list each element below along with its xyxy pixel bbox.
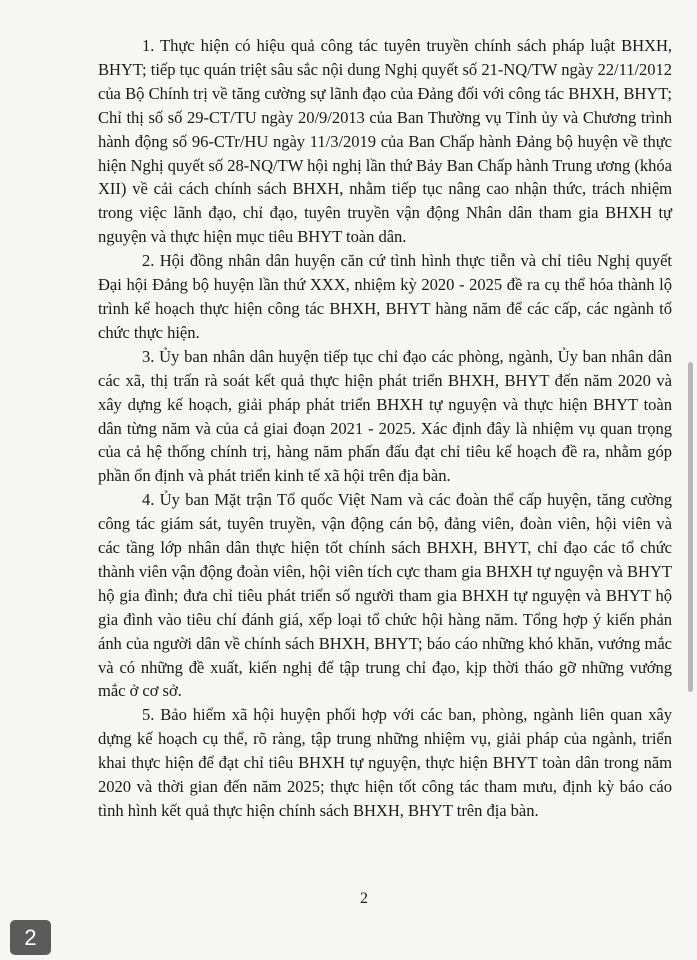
paragraph-2: 2. Hội đồng nhân dân huyện căn cứ tình hình thực tiễn và chỉ tiêu Nghị quyết Đại hội Đảng bộ huyện lần thứ XXX, nhiệm kỳ 2020 - 2025 đề ra cụ thể hóa thành lộ trình kế hoạch thực hiện công tác BHXH, BHYT hàng năm để các cấp, các ngành tổ chức thực hiện. (98, 251, 672, 342)
document-body (98, 34, 672, 823)
paragraph-3: 3. Ủy ban nhân dân huyện tiếp tục chỉ đạo các phòng, ngành, Ủy ban nhân dân các xã, thị trấn rà soát kết quả thực hiện phát triển BHXH, BHYT đến năm 2020 và xây dựng kế hoạch, giải pháp phát triển BHXH tự nguyện và thực hiện BHYT toàn dân từng năm và của cả giai đoạn 2021 - 2025. Xác định đây là nhiệm vụ quan trọng của cả hệ thống chính trị, hàng năm phấn đấu đạt chỉ tiêu kế hoạch đề ra, nhằm góp phần ổn định và phát triển kinh tế xã hội trên địa bàn. (98, 346, 672, 486)
paragraph-4: 4. Ủy ban Mặt trận Tổ quốc Việt Nam và các đoàn thể cấp huyện, tăng cường công tác giám sát, tuyên truyền, vận động cán bộ, đảng viên, đoàn viên, hội viên và các tầng lớp nhân dân thực hiện tốt chính sách BHXH, BHYT, chỉ đạo các tổ chức thành viên vận động đoàn viên, hội viên tích cực tham gia BHXH tự nguyện và BHYT hộ gia đình; đưa chỉ tiêu phát triển số người tham gia BHXH tự nguyện và BHYT hộ gia đình vào tiêu chí đánh giá, xếp loại tổ chức hội hàng năm. Tổng hợp ý kiến phản ánh của người dân về chính sách BHXH, BHYT; báo cáo những khó khăn, vướng mắc và có những đề xuất, kiến nghị để tập trung chỉ đạo, kịp thời tháo gỡ những vướng mắc ở cơ sở. (98, 490, 672, 701)
page-indicator-badge[interactable]: 2 (10, 920, 51, 955)
paragraph-1: 1. Thực hiện có hiệu quả công tác tuyên truyền chính sách pháp luật BHXH, BHYT; tiếp tục quán triệt sâu sắc nội dung Nghị quyết số 21-NQ/TW ngày 22/11/2012 của Bộ Chính trị về tăng cường sự lãnh đạo của Đảng đối với công tác BHXH, BHYT; Chỉ thị số số 29-CT/TU ngày 20/9/2013 của Ban Thường vụ Tỉnh ủy và Chương trình hành động số 96-CTr/HU ngày 11/3/2019 của Ban Chấp hành Đảng bộ huyện về thực hiện Nghị quyết số 28-NQ/TW hội nghị lần thứ Bảy Ban Chấp hành Trung ương (khóa XII) về cải cách chính sách BHXH, nhằm tiếp tục nâng cao nhận thức, trách nhiệm trong việc lãnh đạo, chỉ đạo, tuyên truyền vận động Nhân dân tham gia BHXH tự nguyện và thực hiện mục tiêu BHYT toàn dân. (98, 36, 672, 247)
paragraph-5: 5. Bảo hiểm xã hội huyện phối hợp với các ban, phòng, ngành liên quan xây dựng kế hoạch cụ thể, rõ ràng, tập trung những nhiệm vụ, giải pháp của ngành, triển khai thực hiện để đạt chỉ tiêu BHXH tự nguyện, thực hiện BHYT toàn dân trong năm 2020 và thời gian đến năm 2025; thực hiện tốt công tác tham mưu, định kỳ báo cáo tình hình kết quả thực hiện chính sách BHXH, BHYT trên địa bàn. (98, 705, 672, 820)
page-number: 2 (360, 890, 368, 907)
vertical-scrollbar[interactable] (688, 362, 693, 692)
